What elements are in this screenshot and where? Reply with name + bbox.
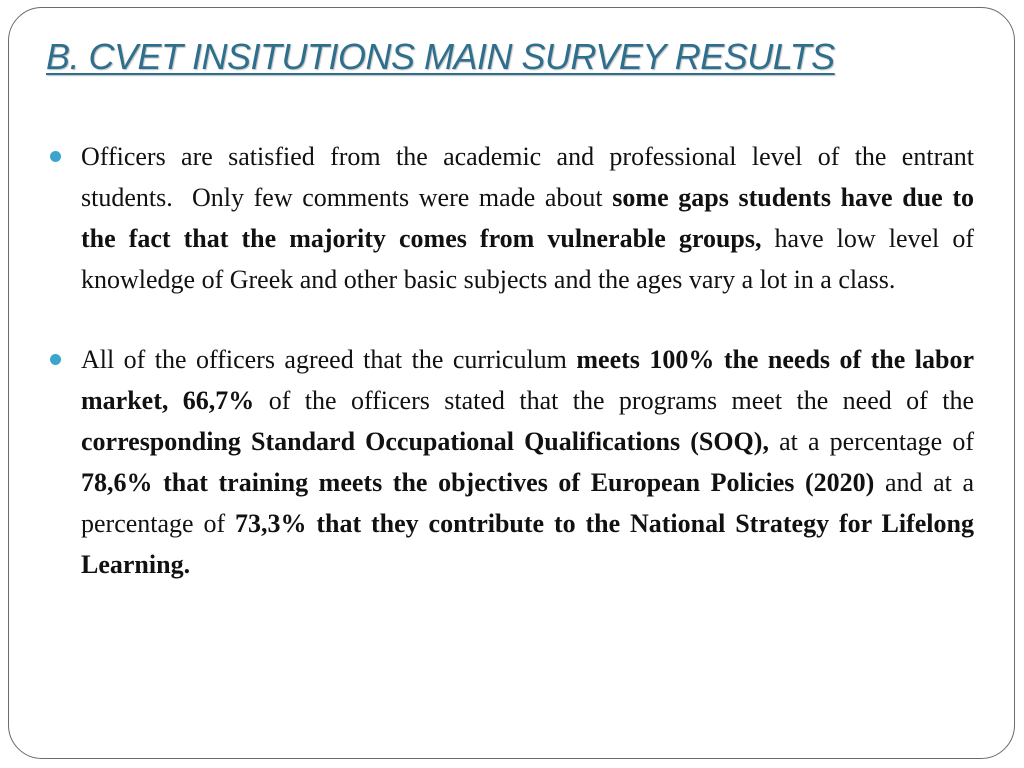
bullet-2-text-1: All of the officers agreed that the curriculum bbox=[81, 345, 577, 374]
bullet-2-text-8: 73,3% that they contribute to the National Strategy for Lifelong Learning. bbox=[81, 509, 974, 579]
bullet-list bbox=[48, 136, 974, 585]
bullet-2-text-3: of the officers stated that the programs meet the need of the bbox=[254, 386, 974, 415]
bullet-dot-icon bbox=[50, 354, 61, 365]
slide-title: B. CVET INSITUTIONS MAIN SURVEY RESULTS bbox=[46, 36, 835, 77]
bullet-2-text-5: at a percentage of bbox=[768, 427, 975, 456]
bullet-2-text-7: and at a percentage of bbox=[81, 468, 975, 538]
bullet-item-2 bbox=[48, 339, 974, 585]
bullet-item-1 bbox=[48, 136, 974, 300]
bullet-1-text-1: Officers are satisfied from the academic and professional level of the entrant students. Only few comments were made about bbox=[81, 142, 974, 212]
bullet-1-text-3: have low level of knowledge of Greek and other basic subjects and the ages vary a lot in a class. bbox=[81, 224, 974, 294]
bullet-2-text-2: meets 100% the needs of the labor market, 66,7% bbox=[81, 345, 974, 415]
bullet-2-text-4: corresponding Standard Occupational Qualifications (SOQ), bbox=[81, 427, 769, 456]
bullet-2-text-6: 78,6% that training meets the objectives of European Policies (2020) bbox=[81, 468, 875, 497]
bullet-1-text-2: some gaps students have due to the fact that the majority comes from vulnerable groups, bbox=[81, 183, 974, 253]
bullet-dot-icon bbox=[50, 151, 61, 162]
